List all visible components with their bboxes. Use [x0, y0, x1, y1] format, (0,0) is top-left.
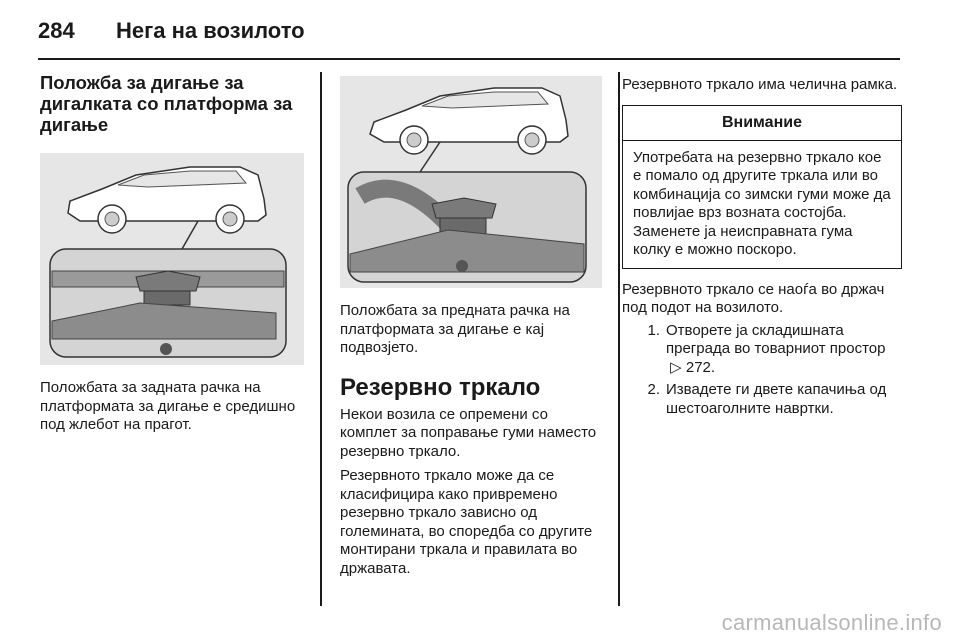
figure-caption-front: Положбата за предната рачка на платформата за дигање е кај подвозјето.: [340, 302, 570, 356]
caution-title: Внимание: [623, 106, 901, 141]
list-item: [622, 381, 902, 418]
page-number: 284: [38, 18, 75, 43]
instruction-list: [622, 322, 902, 419]
page-reference-link[interactable]: 272.: [685, 358, 716, 376]
page-title: Нега на возилото: [116, 18, 305, 43]
step-text: Отворете ја складишната преграда во товарниот простор ▷ 272.: [666, 321, 886, 376]
caution-box: [622, 105, 902, 269]
caution-text: Употребата на резервно тркало кое е помало од другите тркала или во комбинација со зимски гуми може да повлијае врз возната состојба. Заменете ја неисправната гума колку е можно поскоро.: [633, 148, 891, 258]
watermark: carmanualsonline.info: [721, 610, 942, 635]
column-3: [622, 76, 902, 418]
column-divider-2: [618, 72, 620, 606]
paragraph-repair-kit: Некои возила се опремени со комплет за поправање гуми наместо резервно тркало.: [340, 405, 597, 460]
page-header: [38, 18, 305, 48]
section-heading-lift-position: Положба за дигање за дигалката со платформа за дигање: [40, 72, 293, 135]
car-lift-point-front-illustration: [340, 76, 602, 288]
column-divider-1: [320, 72, 322, 606]
paragraph-steel-rim: Резервното тркало има челична рамка.: [622, 76, 898, 93]
paragraph-spare-location: Резервното тркало се наоѓа во држач под подот на возилото.: [622, 280, 885, 316]
column-2: [340, 76, 604, 578]
car-lift-point-rear-illustration: [40, 153, 304, 365]
section-heading-spare-wheel: Резервно тркало: [340, 373, 541, 401]
step-number: 2.: [647, 381, 660, 398]
paragraph-temporary-spare: Резервното тркало може да се класифицира како привремено резервно тркало зависно од големината, во споредба со другите монтирани тркала и правилата во државата.: [340, 467, 593, 577]
list-item: [622, 322, 902, 378]
column-1: [40, 72, 304, 435]
step-number: 1.: [647, 321, 660, 339]
figure-caption-rear: Положбата за задната рачка на платформата за дигање е средишно под жлебот на прагот.: [40, 379, 296, 433]
step-text: Извадете ги двете капачиња од шестоаголните навртки.: [666, 381, 887, 417]
header-divider: [38, 58, 900, 60]
page-reference-arrow-icon: ▷: [666, 358, 682, 376]
